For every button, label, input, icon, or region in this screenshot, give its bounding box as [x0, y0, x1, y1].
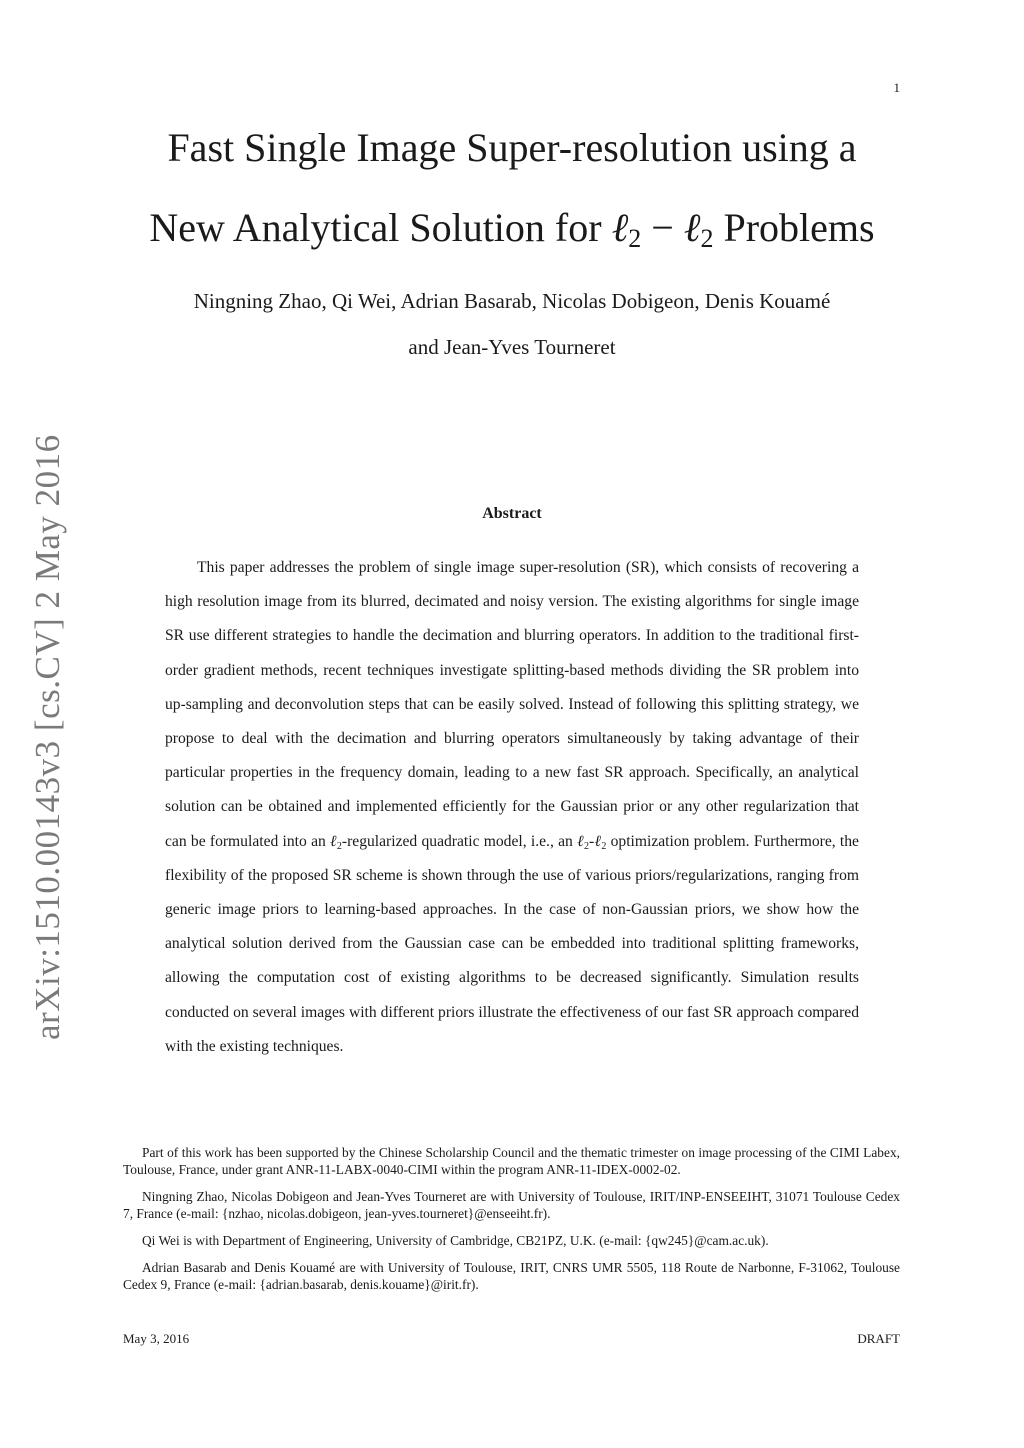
title-line-2: New Analytical Solution for ℓ$_2$ − ℓ$_2$ Problems: [149, 205, 875, 253]
paper-title: [100, 108, 924, 268]
footer-draft-label: DRAFT: [857, 1331, 900, 1346]
author-list: [100, 278, 924, 370]
ell-symbol: ℓ: [611, 205, 629, 250]
footnote-affiliation: Ningning Zhao, Nicolas Dobigeon and Jean-Yves Tourneret are with University of Toulouse, IRIT/INP-ENSEEIHT, 31071 Toulouse Cedex 7, France (e-mail: {nzhao, nicolas.dobigeon, jean-yves.tourneret}@enseeiht.fr).: [123, 1189, 900, 1221]
footnotes: [123, 1144, 900, 1303]
footer-date: May 3, 2016: [123, 1331, 190, 1346]
title-line-1: Fast Single Image Super-resolution using a: [167, 125, 857, 170]
authors-line-2: and Jean-Yves Tourneret: [408, 335, 616, 359]
footnote-funding: Part of this work has been supported by the Chinese Scholarship Council and the thematic trimester on image processing of the CIMI Labex, Toulouse, France, under grant ANR-11-LABX-0040-CIMI within the program ANR-11-IDEX-0002-02.: [123, 1145, 900, 1177]
ell-symbol: ℓ: [683, 205, 701, 250]
footnote-affiliation: Adrian Basarab and Denis Kouamé are with University of Toulouse, IRIT, CNRS UMR 5505, 118 Route de Narbonne, F-31062, Toulouse Cedex 9, France (e-mail: {adrian.basarab, denis.kouame}@irit.fr).: [123, 1260, 900, 1292]
abstract-body: This paper addresses the problem of single image super-resolution (SR), which consists of recovering a high resolution image from its blurred, decimated and noisy version. The existing algorithms for single image SR use different strategies to handle the decimation and blurring operators. In addition to the traditional first-order gradient methods, recent techniques investigate splitting-based methods dividing the SR problem into up-sampling and deconvolution steps that can be easily solved. Instead of following this splitting strategy, we propose to deal with the decimation and blurring operators simultaneously by taking advantage of their particular properties in the frequency domain, leading to a new fast SR approach. Specifically, an analytical solution can be obtained and implemented efficiently for the Gaussian prior or any other regularization that can be formulated into an ℓ$_2$-regularized quadratic model, i.e., an ℓ$_2$-ℓ$_2$ optimization problem. Furthermore, the flexibility of the proposed SR scheme is shown through the use of various priors/regularizations, ranging from generic image priors to learning-based approaches. In the case of non-Gaussian priors, we show how the analytical solution derived from the Gaussian case can be embedded into traditional splitting frameworks, allowing the computation cost of existing algorithms to be decreased significantly. Simulation results conducted on several images with different priors illustrate the effectiveness of our fast SR approach compared with the existing techniques.: [165, 559, 859, 1055]
footnote-affiliation: Qi Wei is with Department of Engineering, University of Cambridge, CB21PZ, U.K. (e-mail: {qw245}@cam.ac.uk).: [142, 1233, 769, 1248]
abstract-heading: Abstract: [482, 505, 542, 522]
authors-line-1: Ningning Zhao, Qi Wei, Adrian Basarab, Nicolas Dobigeon, Denis Kouamé: [193, 289, 831, 313]
page-number: 1: [893, 80, 900, 95]
arxiv-identifier-stamp: arXiv:1510.00143v3 [cs.CV] 2 May 2016: [28, 434, 67, 1040]
